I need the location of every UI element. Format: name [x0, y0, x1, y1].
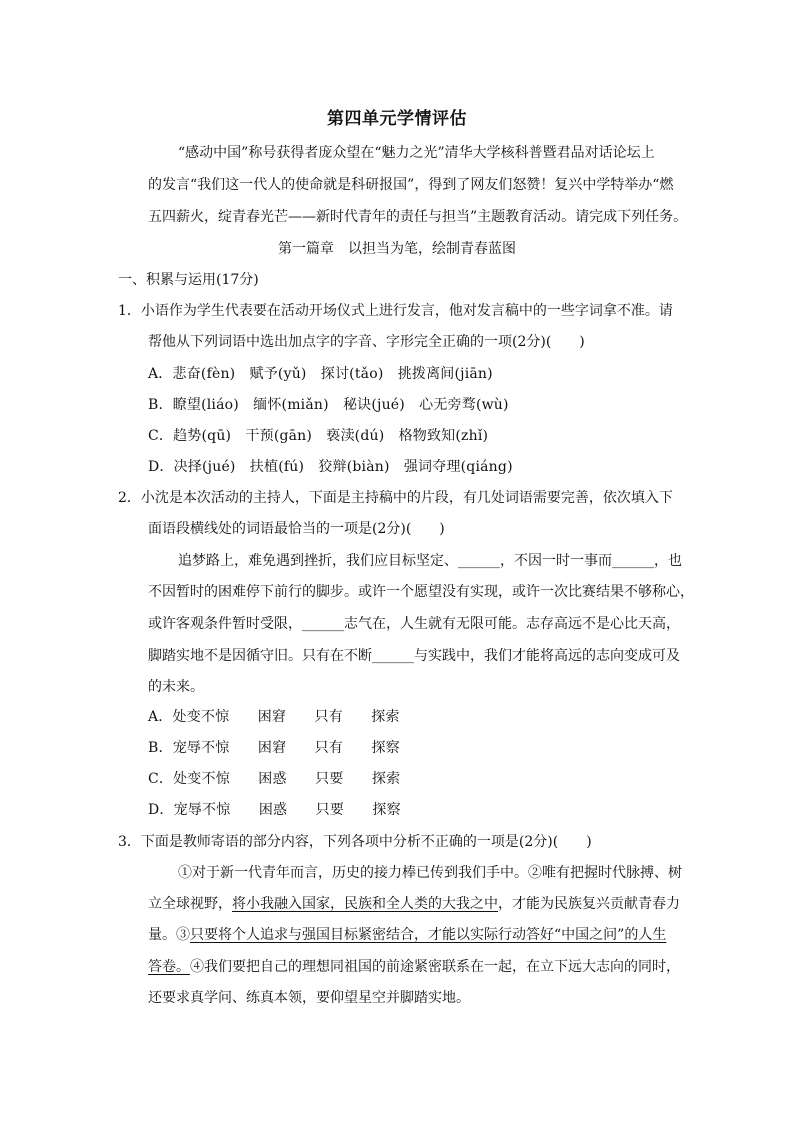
q2-stem-line-2: 面语段横线处的词语最恰当的一项是(2分)( )	[148, 521, 445, 537]
q3-text: ④我们要把自己的理想同祖国的前途紧密联系在一起，在立下远大志向的同时，	[190, 959, 680, 975]
q2-passage-line-1: 追梦路上，难免遇到挫折，我们应目标坚定、______，不因一时一事而______，也	[178, 553, 682, 569]
q2-option-b: B．宠辱不惊 困窘 只有 探察	[148, 740, 400, 756]
q3-underlined-text: 将小我融入国家，民族和全人类的大我之中	[232, 896, 498, 912]
intro-line-3: 五四薪火，绽青春光芒——新时代青年的责任与担当”主题教育活动。请完成下列任务。	[148, 209, 688, 225]
intro-line-1: “感动中国”称号获得者庞众望在“魅力之光”清华大学核科普暨君品对话论坛上	[178, 145, 655, 161]
q1-stem-line-1: 1．小语作为学生代表要在活动开场仪式上进行发言，他对发言稿中的一些字词拿不准。请	[118, 303, 673, 319]
q2-option-c: C．处变不惊 困惑 只要 探索	[148, 771, 401, 787]
q3-text: 量。③	[148, 927, 190, 943]
q2-stem-line-1: 2．小沈是本次活动的主持人，下面是主持稿中的片段，有几处词语需要完善，依次填入下	[118, 490, 673, 506]
chapter-heading: 第一篇章 以担当为笔，绘制青春蓝图	[278, 241, 516, 257]
intro-line-2: 的发言“我们这一代人的使命就是科研报国”，得到了网友们怒赞！复兴中学特举办“燃	[148, 177, 674, 193]
q2-passage-line-3: 或许客观条件暂时受限，______志气在，人生就有无限可能。志存高远不是心比天高，	[148, 616, 680, 632]
q1-option-d: D．决择(jué) 扶植(fú) 狡辩(biàn) 强词夺理(qiáng)	[148, 459, 513, 475]
q3-underlined-text: 只要将个人追求与强国目标紧密结合，才能以实际行动答好“中国之问”的人生	[190, 927, 667, 943]
q3-passage-line-2	[148, 894, 680, 914]
q1-stem-line-2: 帮他从下列词语中选出加点字的字音、字形完全正确的一项(2分)( )	[148, 334, 585, 350]
q3-passage-line-4	[148, 957, 680, 977]
q3-passage-line-3	[148, 925, 666, 945]
q3-stem: 3．下面是教师寄语的部分内容，下列各项中分析不正确的一项是(2分)( )	[118, 834, 592, 850]
q3-text: 立全球视野，	[148, 896, 232, 912]
q3-text: ，才能为民族复兴贡献青春力	[498, 896, 680, 912]
q3-passage-line-5: 还要求真学问、练真本领，要仰望星空并脚踏实地。	[148, 990, 470, 1006]
q3-passage-line-1: ①对于新一代青年而言，历史的接力棒已传到我们手中。②唯有把握时代脉搏、树	[178, 865, 682, 881]
q1-option-c: C．趋势(qū) 干预(gān) 亵渎(dú) 格物致知(zhǐ)	[148, 428, 489, 444]
q2-option-d: D．宠辱不惊 困惑 只要 探察	[148, 802, 401, 818]
page-title: 第四单元学情评估	[327, 109, 467, 129]
q2-passage-line-2: 不因暂时的困难停下前行的脚步。或许一个愿望没有实现，或许一次比赛结果不够称心，	[148, 584, 694, 600]
q3-underlined-text: 答卷。	[148, 959, 190, 975]
q1-option-a: A．悲奋(fèn) 赋予(yǔ) 探讨(tǎo) 挑拨离间(jiān)	[148, 366, 493, 382]
q1-option-b: B．瞭望(liáo) 缅怀(miǎn) 秘诀(jué) 心无旁骛(wù)	[148, 397, 509, 413]
q2-option-a: A．处变不惊 困窘 只有 探索	[148, 709, 400, 725]
q2-passage-line-5: 的未来。	[148, 679, 204, 695]
section-heading: 一、积累与运用(17分)	[118, 272, 259, 288]
q2-passage-line-4: 脚踏实地不是因循守旧。只有在不断______与实践中，我们才能将高远的志向变成可及	[148, 648, 680, 664]
